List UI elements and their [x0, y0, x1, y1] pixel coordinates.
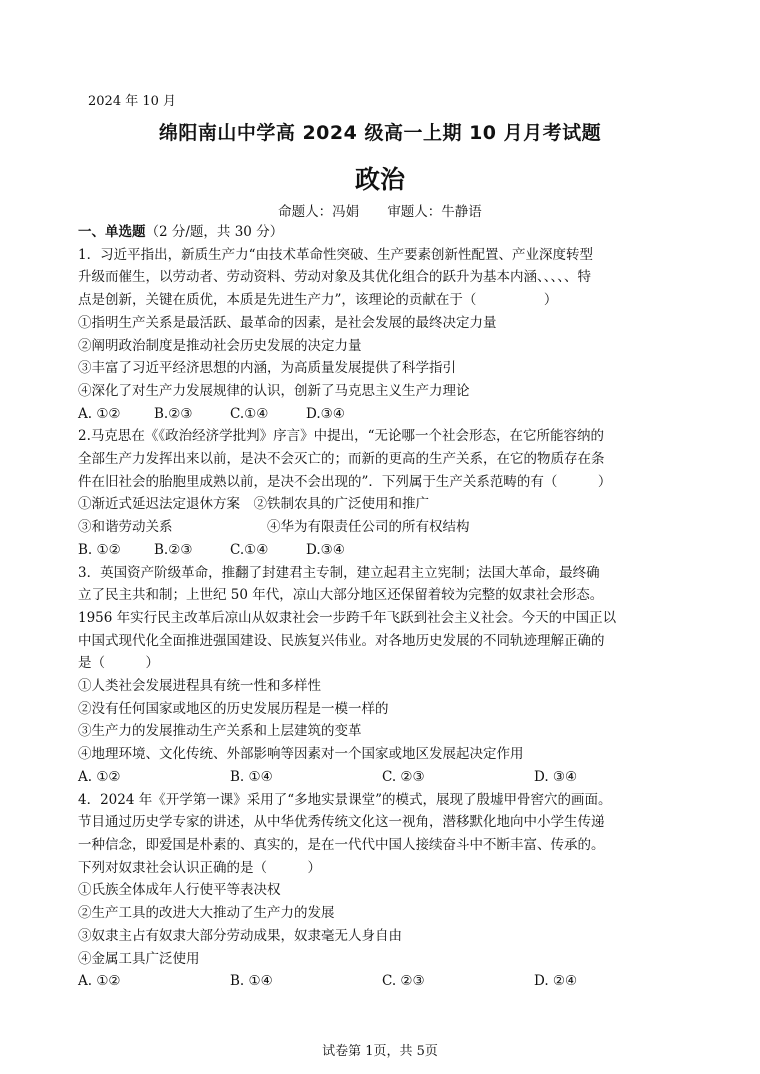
question-stem-line: 3．英国资产阶级革命，推翻了封建君主专制，建立起君主立宪制；法国大革命，最终确 — [78, 564, 600, 581]
exam-subject: 政治 — [354, 165, 405, 194]
answer-options — [78, 970, 686, 993]
question-stem-line: 中国式现代化全面推进强国建设、民族复兴伟业。对各地历史发展的不同轨迹理解正确的 — [78, 632, 605, 649]
answer-options — [78, 766, 686, 789]
answer-option[interactable]: A. ①② — [78, 768, 121, 785]
statement-item: ②没有任何国家或地区的历史发展历程是一模一样的 — [78, 700, 389, 717]
statement-item: ④地理环境、文化传统、外部影响等因素对一个国家或地区发展起决定作用 — [78, 746, 524, 763]
page-footer: 试卷第 1页，共 5页 — [322, 1044, 438, 1059]
question-stem-line: 点是创新，关键在质优，本质是先进生产力”，该理论的贡献在于（ ） — [78, 292, 558, 309]
question-block — [78, 425, 686, 561]
answer-option[interactable]: C.①④ — [230, 405, 269, 422]
question-list — [78, 244, 686, 993]
statement-item: ③奴隶主占有奴隶大部分劳动成果，奴隶毫无人身自由 — [78, 927, 402, 944]
exam-date: 2024 年 10 月 — [88, 94, 177, 109]
question-stem-line: 全部生产力发挥出来以前，是决不会灭亡的；而新的更高的生产关系，在它的物质存在条 — [78, 451, 605, 468]
question-block — [78, 562, 686, 789]
answer-option[interactable]: B.②③ — [154, 541, 193, 558]
question-stem-line: 2.马克思在《《政治经济学批判》序言》中提出，“无论哪一个社会形态，在它所能容纳的 — [78, 428, 605, 445]
statement-item: ①渐近式延迟法定退休方案 ②铁制农具的广泛使用和推广 — [78, 496, 429, 513]
question-stem-line: 节目通过历史学专家的讲述，从中华优秀传统文化这一视角，潜移默化地向中小学生传递 — [78, 814, 605, 831]
answer-option[interactable]: B.②③ — [154, 405, 193, 422]
question-setter: 命题人：冯娟 — [278, 204, 360, 220]
question-stem-line: 下列对奴隶社会认识正确的是（ ） — [78, 859, 321, 876]
question-stem-line: 1．习近平指出，新质生产力“由技术革命性突破、生产要素创新性配置、产业深度转型 — [78, 246, 593, 263]
statement-item: ②生产工具的改进大大推动了生产力的发展 — [78, 905, 335, 922]
question-stem-line: 4．2024 年《开学第一课》采用了“多地实景课堂”的模式，展现了殷墟甲骨窖穴的画面。 — [78, 791, 612, 808]
answer-option[interactable]: B. ①④ — [230, 973, 273, 990]
answer-option[interactable]: A. ①② — [78, 973, 121, 990]
answer-option[interactable]: B. ①② — [78, 541, 121, 558]
statement-item: ①人类社会发展进程具有统一性和多样性 — [78, 678, 321, 695]
statement-item: ③丰富了习近平经济思想的内涵，为高质量发展提供了科学指引 — [78, 360, 456, 377]
statement-item: ②阐明政治制度是推动社会历史发展的决定力量 — [78, 337, 362, 354]
statement-item: ①指明生产关系是最活跃、最革命的因素，是社会发展的最终决定力量 — [78, 314, 497, 331]
question-stem-line: 1956 年实行民主改革后凉山从奴隶社会一步跨千年飞跃到社会主义社会。今天的中国正以 — [78, 609, 617, 626]
statement-item: ④深化了对生产力发展规律的认识，创新了马克思主义生产力理论 — [78, 382, 470, 399]
answer-option[interactable]: B. ①④ — [230, 768, 273, 785]
question-reviewer: 审题人：牛静语 — [387, 204, 482, 220]
answer-option[interactable]: D.③④ — [306, 405, 345, 422]
question-stem-line: 立了民主共和制；上世纪 50 年代，凉山大部分地区还保留着较为完整的奴隶社会形态。 — [78, 587, 604, 604]
section-note: （2 分/题，共 30 分） — [145, 224, 284, 240]
question-stem-line: 件在旧社会的胎胞里成熟以前，是决不会出现的”．下列属于生产关系范畴的有（ ） — [78, 473, 612, 490]
section-title: 一、单选题 — [78, 224, 146, 240]
question-block — [78, 789, 686, 993]
exam-title: 绵阳南山中学高 2024 级高一上期 10 月月考试题 — [158, 122, 602, 144]
statement-item: ③生产力的发展推动生产关系和上层建筑的变革 — [78, 723, 362, 740]
answer-option[interactable]: C. ②③ — [382, 973, 425, 990]
answer-options — [78, 403, 686, 426]
exam-authors — [0, 200, 760, 220]
answer-option[interactable]: C.①④ — [230, 541, 269, 558]
statement-item: ④金属工具广泛使用 — [78, 950, 200, 967]
answer-option[interactable]: D.③④ — [306, 541, 345, 558]
answer-option[interactable]: A. ①② — [78, 405, 121, 422]
question-stem-line: 升级而催生，以劳动者、劳动资料、劳动对象及其优化组合的跃升为基本内涵、、、、、特 — [78, 269, 591, 286]
answer-option[interactable]: D. ③④ — [534, 768, 578, 785]
question-stem-line: 一种信念，即爱国是朴素的、真实的，是在一代代中国人接续奋斗中不断丰富、传承的。 — [78, 836, 605, 853]
answer-option[interactable]: C. ②③ — [382, 768, 425, 785]
section-heading — [78, 221, 686, 244]
statement-item: ③和谐劳动关系 ④华为有限责任公司的所有权结构 — [78, 519, 470, 536]
statement-item: ①氏族全体成年人行使平等表决权 — [78, 882, 281, 899]
answer-options — [78, 539, 686, 562]
answer-option[interactable]: D. ②④ — [534, 973, 578, 990]
exam-content — [78, 221, 686, 993]
question-block — [78, 244, 686, 426]
question-stem-line: 是（ ） — [78, 655, 159, 672]
